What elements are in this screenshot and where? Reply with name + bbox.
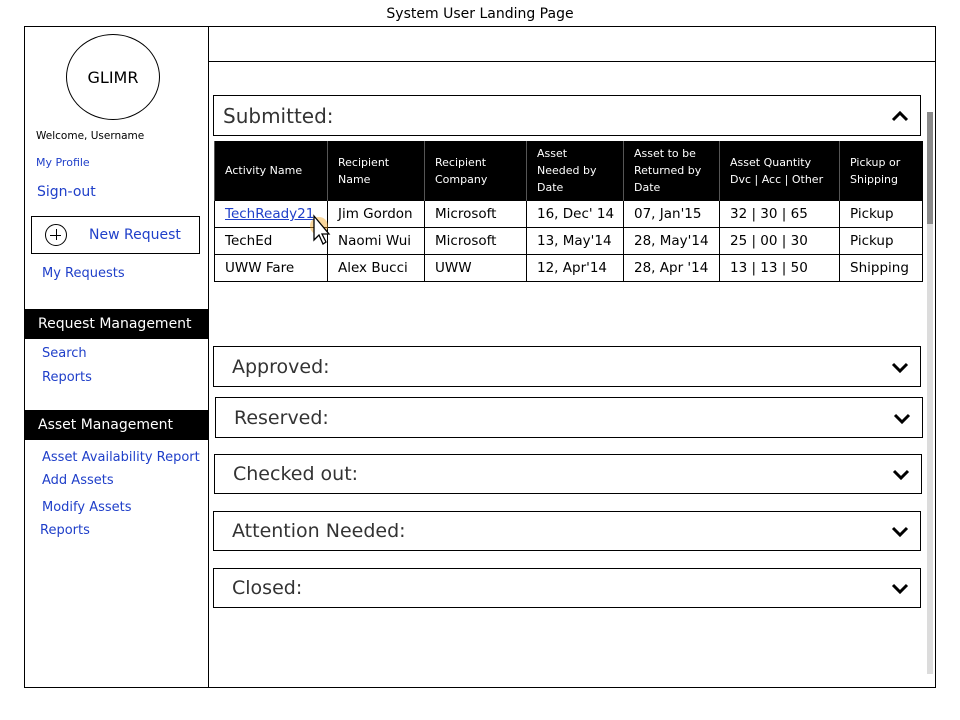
column-header-asset-return-date: Asset to be Returned by Date: [624, 141, 720, 201]
table-row: [215, 228, 923, 255]
column-header-recipient-name: Recipient Name: [328, 141, 425, 201]
table-cell: Pickup: [840, 228, 923, 255]
column-header-asset-needed-date: Asset Needed by Date: [527, 141, 624, 201]
table-cell: 07, Jan'15: [624, 201, 720, 228]
table-cell: Microsoft: [425, 228, 527, 255]
asset-reports-link[interactable]: Reports: [40, 523, 90, 538]
table-cell[interactable]: [215, 201, 328, 228]
sidebar: [24, 26, 209, 688]
chevron-down-icon: [892, 411, 912, 425]
approved-section-header[interactable]: [213, 346, 921, 387]
request-reports-link[interactable]: Reports: [42, 370, 92, 385]
chevron-down-icon: [891, 467, 911, 481]
logo: GLIMR: [66, 34, 160, 120]
welcome-text: Welcome, Username: [36, 130, 145, 142]
new-request-button[interactable]: [31, 216, 200, 254]
approved-title: Approved:: [232, 355, 330, 378]
column-header-asset-quantity: Asset Quantity Dvc | Acc | Other: [720, 141, 840, 201]
my-profile-link[interactable]: My Profile: [36, 156, 90, 169]
reserved-title: Reserved:: [234, 406, 329, 429]
table-cell: 13 | 13 | 50: [720, 255, 840, 282]
scrollbar-thumb[interactable]: [927, 112, 933, 224]
asset-management-header: Asset Management: [24, 410, 208, 440]
add-assets-link[interactable]: Add Assets: [42, 473, 114, 488]
new-request-label: New Request: [89, 227, 181, 243]
column-header-pickup-shipping: Pickup or Shipping: [840, 141, 923, 201]
plus-circle-icon: [45, 224, 67, 246]
page-title: System User Landing Page: [386, 6, 574, 22]
chevron-down-icon: [890, 581, 910, 595]
table-cell: TechEd: [215, 228, 328, 255]
attention-needed-section-header[interactable]: [213, 511, 921, 551]
table-cell: UWW Fare: [215, 255, 328, 282]
sign-out-link[interactable]: Sign-out: [37, 184, 96, 200]
checked-out-title: Checked out:: [233, 463, 359, 485]
asset-availability-report-link[interactable]: Asset Availability Report: [42, 450, 200, 465]
my-requests-link[interactable]: My Requests: [42, 266, 125, 281]
submitted-title: Submitted:: [223, 103, 334, 128]
table-cell: 16, Dec' 14: [527, 201, 624, 228]
table-row: [215, 201, 923, 228]
table-cell: 12, Apr'14: [527, 255, 624, 282]
closed-section-header[interactable]: [213, 568, 921, 608]
table-header-row: [215, 141, 923, 201]
table-cell: 13, May'14: [527, 228, 624, 255]
column-header-recipient-company: Recipient Company: [425, 141, 527, 201]
column-header-activity-name: Activity Name: [215, 141, 328, 201]
table-cell: Pickup: [840, 201, 923, 228]
reserved-section-header[interactable]: [215, 397, 923, 438]
submitted-section-header[interactable]: [213, 95, 921, 136]
table-cell: Shipping: [840, 255, 923, 282]
table-row: [215, 255, 923, 282]
chevron-down-icon: [890, 360, 910, 374]
attention-needed-title: Attention Needed:: [232, 520, 406, 542]
table-cell: 25 | 00 | 30: [720, 228, 840, 255]
request-management-header: Request Management: [24, 309, 208, 339]
chevron-down-icon: [890, 524, 910, 538]
chevron-up-icon: [890, 109, 910, 123]
search-link[interactable]: Search: [42, 346, 87, 361]
top-bar: [209, 26, 936, 62]
modify-assets-link[interactable]: Modify Assets: [42, 500, 132, 515]
vertical-scrollbar[interactable]: [927, 112, 933, 674]
table-cell: Jim Gordon: [328, 201, 425, 228]
table-cell: 28, Apr '14: [624, 255, 720, 282]
table-cell: 32 | 30 | 65: [720, 201, 840, 228]
table-cell: Naomi Wui: [328, 228, 425, 255]
checked-out-section-header[interactable]: [214, 454, 922, 494]
table-cell: 28, May'14: [624, 228, 720, 255]
table-cell: UWW: [425, 255, 527, 282]
activity-link[interactable]: TechReady21: [225, 206, 315, 222]
table-cell: Microsoft: [425, 201, 527, 228]
table-cell: Alex Bucci: [328, 255, 425, 282]
submitted-table: [214, 141, 923, 282]
closed-title: Closed:: [232, 577, 303, 599]
